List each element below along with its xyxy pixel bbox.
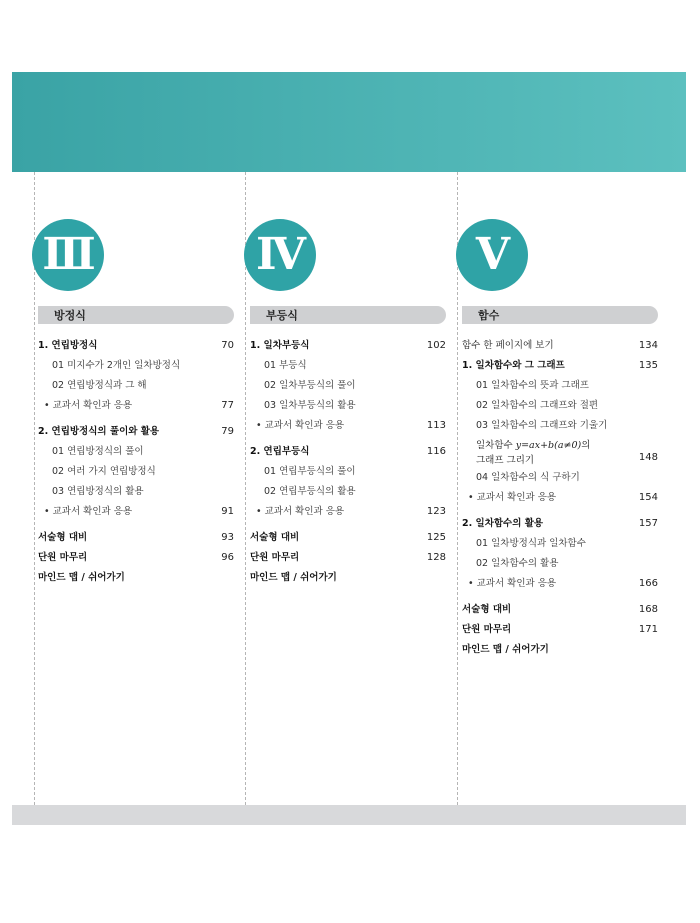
toc-entry-title: 02 연립부등식의 활용 (264, 486, 356, 497)
toc-entry[interactable] (250, 418, 446, 438)
toc-entry[interactable] (250, 550, 446, 570)
unit-title: 부등식 (266, 309, 298, 322)
toc-entry-title: 01 일차방정식과 일차함수 (476, 538, 586, 549)
toc-page-number: 154 (638, 492, 658, 503)
unit-title-bar (38, 306, 234, 324)
toc-page-number: 123 (426, 506, 446, 517)
toc-page-number: 148 (638, 452, 658, 463)
toc-entry[interactable] (38, 464, 234, 484)
toc-entry-title: 2. 연립방정식의 풀이와 활용 (38, 426, 160, 437)
toc-page-number: 96 (221, 552, 234, 563)
toc-page-number: 102 (426, 340, 446, 351)
toc-entry[interactable] (462, 378, 658, 398)
toc-entry-title: 02 일차부등식의 풀이 (264, 380, 356, 391)
toc-list (462, 338, 658, 662)
toc-page-number: 113 (426, 420, 446, 431)
toc-entry-title: 01 부등식 (264, 360, 307, 371)
toc-entry-title: 단원 마무리 (462, 624, 512, 635)
toc-entry[interactable] (38, 378, 234, 398)
toc-entry[interactable] (38, 338, 234, 358)
toc-entry[interactable] (250, 338, 446, 358)
toc-entry[interactable] (250, 398, 446, 418)
toc-entry[interactable] (250, 464, 446, 484)
unit-number-badge: Ⅲ (32, 219, 104, 291)
toc-entry[interactable] (250, 530, 446, 550)
toc-entry-title: 03 연립방정식의 활용 (52, 486, 144, 497)
toc-page-number: 77 (221, 400, 234, 411)
toc-entry[interactable] (250, 484, 446, 504)
toc-entry[interactable] (38, 550, 234, 570)
unit-title: 함수 (478, 309, 500, 322)
toc-page-number: 157 (638, 518, 658, 529)
toc-entry-title-text: 의 (581, 440, 591, 451)
toc-entry[interactable] (462, 622, 658, 642)
toc-entry-title: 1. 일차부등식 (250, 340, 310, 351)
toc-page-number: 171 (638, 624, 658, 635)
toc-entry[interactable] (38, 398, 234, 418)
toc-page-number: 91 (221, 506, 234, 517)
toc-entry-title: 01 연립부등식의 풀이 (264, 466, 356, 477)
toc-list (250, 338, 446, 590)
toc-entry-title: 04 일차함수의 식 구하기 (476, 472, 580, 483)
toc-entry[interactable] (462, 338, 658, 358)
toc-entry[interactable] (462, 576, 658, 596)
toc-entry-title: 2. 일차함수의 활용 (462, 518, 544, 529)
toc-entry[interactable] (38, 424, 234, 444)
toc-page-number: 125 (426, 532, 446, 543)
toc-entry-title: 서술형 대비 (38, 532, 88, 543)
unit-column-4 (250, 172, 450, 805)
math-expression: y=ax+b(a≠0) (515, 440, 582, 451)
toc-entry-title: 03 일차함수의 그래프와 기울기 (476, 420, 608, 431)
toc-entry[interactable] (38, 570, 234, 590)
toc-entry-title: 마인드 맵 / 쉬어가기 (38, 572, 125, 583)
toc-entry-title: 02 여러 가지 연립방정식 (52, 466, 156, 477)
toc-entry-title: 단원 마무리 (38, 552, 88, 563)
toc-entry[interactable] (250, 570, 446, 590)
toc-entry[interactable] (250, 444, 446, 464)
toc-entry[interactable] (38, 504, 234, 524)
unit-title-bar (462, 306, 658, 324)
toc-entry-title: 03 일차부등식의 활용 (264, 400, 356, 411)
toc-entry-title: • 교과서 확인과 응용 (256, 420, 345, 431)
toc-entry[interactable] (462, 438, 658, 470)
toc-entry-title: 단원 마무리 (250, 552, 300, 563)
toc-page-number: 79 (221, 426, 234, 437)
unit-number-badge: Ⅴ (456, 219, 528, 291)
toc-page-number: 116 (426, 446, 446, 457)
toc-entry[interactable] (462, 556, 658, 576)
toc-entry-title: 02 일차함수의 그래프와 절편 (476, 400, 599, 411)
toc-entry-title: 마인드 맵 / 쉬어가기 (250, 572, 337, 583)
toc-entry[interactable] (38, 484, 234, 504)
toc-entry[interactable] (38, 444, 234, 464)
unit-title-bar (250, 306, 446, 324)
toc-entry[interactable] (250, 378, 446, 398)
toc-entry[interactable] (250, 358, 446, 378)
toc-entry[interactable] (462, 418, 658, 438)
header-banner (12, 72, 686, 172)
toc-entry[interactable] (38, 530, 234, 550)
unit-number-badge: Ⅳ (244, 219, 316, 291)
toc-entry[interactable] (462, 536, 658, 556)
toc-entry[interactable] (462, 470, 658, 490)
toc-list (38, 338, 234, 590)
footer-bar (12, 805, 686, 825)
toc-entry[interactable] (462, 358, 658, 378)
toc-entry-title: 서술형 대비 (250, 532, 300, 543)
unit-column-3 (38, 172, 238, 805)
toc-entry-title: 02 일차함수의 활용 (476, 558, 559, 569)
unit-column-5 (462, 172, 662, 805)
toc-page-number: 168 (638, 604, 658, 615)
toc-entry[interactable] (462, 398, 658, 418)
toc-page-number: 166 (638, 578, 658, 589)
toc-entry-title: • 교과서 확인과 응용 (256, 506, 345, 517)
toc-entry-title: 01 연립방정식의 풀이 (52, 446, 144, 457)
toc-entry-title: 마인드 맵 / 쉬어가기 (462, 644, 549, 655)
toc-entry-title: • 교과서 확인과 응용 (44, 400, 133, 411)
toc-page-number: 134 (638, 340, 658, 351)
toc-entry-title: 함수 한 페이지에 보기 (462, 340, 554, 351)
toc-entry-title (476, 438, 590, 468)
unit-title: 방정식 (54, 309, 86, 322)
toc-entry-title: • 교과서 확인과 응용 (44, 506, 133, 517)
toc-page-number: 70 (221, 340, 234, 351)
toc-entry-title: 1. 연립방정식 (38, 340, 98, 351)
toc-page-number: 135 (638, 360, 658, 371)
toc-page-number: 128 (426, 552, 446, 563)
toc-entry[interactable] (250, 504, 446, 524)
toc-entry-title-text: 일차함수 (476, 440, 516, 451)
toc-entry[interactable] (38, 358, 234, 378)
toc-entry[interactable] (462, 642, 658, 662)
toc-entry-title: • 교과서 확인과 응용 (468, 492, 557, 503)
toc-entry[interactable] (462, 490, 658, 510)
toc-entry-title: 1. 일차함수와 그 그래프 (462, 360, 565, 371)
toc-page-number: 93 (221, 532, 234, 543)
toc-entry-title: 01 일차함수의 뜻과 그래프 (476, 380, 589, 391)
toc-entry-title: 2. 연립부등식 (250, 446, 310, 457)
toc-entry-title: 서술형 대비 (462, 604, 512, 615)
toc-entry[interactable] (462, 602, 658, 622)
toc-entry-title: 01 미지수가 2개인 일차방정식 (52, 360, 181, 371)
toc-entry[interactable] (462, 516, 658, 536)
toc-entry-title-line2: 그래프 그리기 (476, 455, 535, 466)
toc-entry-title: • 교과서 확인과 응용 (468, 578, 557, 589)
toc-entry-title: 02 연립방정식과 그 해 (52, 380, 147, 391)
